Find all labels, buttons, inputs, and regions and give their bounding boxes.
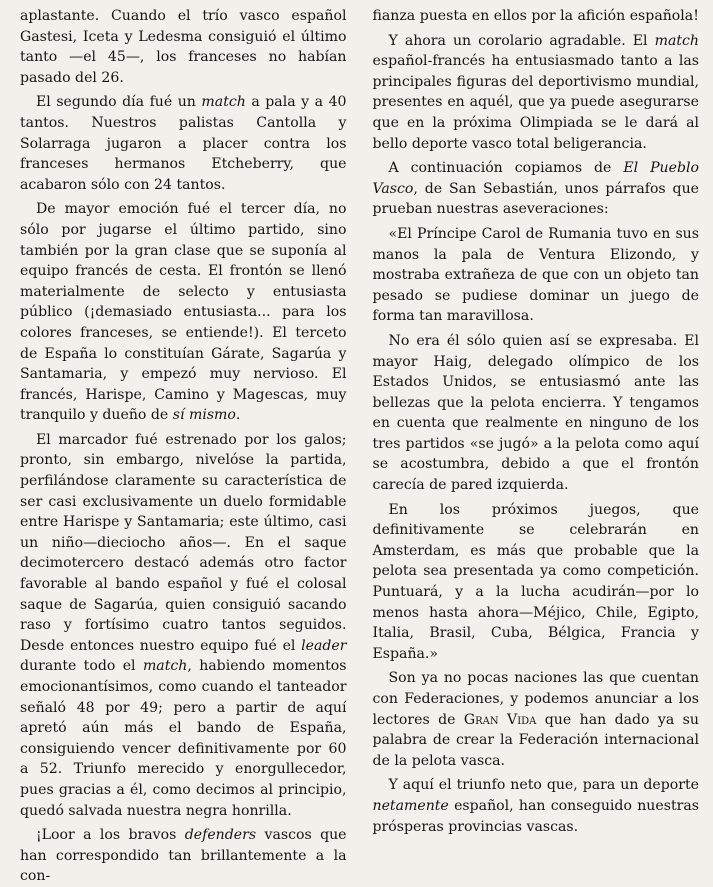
paragraph: En los próximos juegos, que definitivamente se celebrarán en Amsterdam, es más que probable que la pelota sea presentada ya como competición. Puntuará, y a la lucha acudirán—por lo menos hasta ahora—Méjico, Chile, Egipto, Italia, Brasil, Cuba, Bélgica, Francia y España.» bbox=[372, 501, 699, 662]
paragraph: Son ya no pocas naciones las que cuentan con Federaciones, y podemos anunciar a los lectores de Gran Vida que han dado ya su palabra de crear la Federación internacional de la pelota vasca. bbox=[372, 670, 699, 769]
paragraph: De mayor emoción fué el tercer día, no sólo por jugarse el último partido, sino también por la gran clase que se suponía al equipo francés de cesta. El frontón se llenó materialmente de selecto y entusiasta público (¡demasiado entusiasta... para los colores franceses, se entiende!). El terceto de España lo constituían Gárate, Sagarúa y Santamaria, y empezó muy nervioso. El francés, Harispe, Camino y Magescas, muy tranquilo y dueño de sí mismo. bbox=[20, 201, 347, 424]
paragraph: «El Príncipe Carol de Rumania tuvo en sus manos la pala de Ventura Elizondo, y mostraba extrañeza de que con un objeto tan pesado se pudiese dominar un juego de forma tan maravillosa. bbox=[372, 225, 699, 325]
paragraph: aplastante. Cuando el trío vasco español Gastesi, Iceta y Ledesma consiguió el último tanto —el 45—, los franceses no habían pasado del 26. bbox=[20, 8, 347, 86]
paragraph: A continuación copiamos de El Pueblo Vasco, de San Sebastián, unos párrafos que prueban nuestras aseveraciones: bbox=[372, 160, 699, 218]
paragraph: ¡Loor a los bravos defenders vascos que han correspondido tan brillantemente a la con- bbox=[20, 827, 347, 885]
paragraph: El segundo día fué un match a pala y a 40 tantos. Nuestros palistas Cantolla y Solarraga jugaron a placer contra los franceses hermanos Etcheberry, que acabaron sólo con 24 tantos. bbox=[20, 94, 347, 193]
paragraph: El marcador fué estrenado por los galos; pronto, sin embargo, nivelóse la partida, perfilándose claramente su característica de ser casi exclusivamente un duelo formidable entre Harispe y Santamaria; este último, casi un niño—dieciocho años—. En el saque decimotercero destacó además otro factor favorable al bando español y fué el colosal saque de Sagarúa, quien consiguió sacando raso y fortísimo cuatro tantos seguidos. Desde entonces nuestro equipo fué el leader durante todo el match, habiendo momentos emocionantísimos, como cuando el tanteador señaló 48 por 49; pero a partir de aquí apretó aún más el bando de España, consiguiendo vencer definitivamente por 60 a 52. Triunfo merecido y enorgullecedor, pues gracias a él, como decimos al principio, quedó salvada nuestra negra honrilla. bbox=[20, 431, 347, 819]
right-column bbox=[372, 6, 700, 835]
paragraph: Y ahora un corolario agradable. El match español-francés ha entusiasmado tanto a las principales figuras del deportivismo mundial, presentes en aquél, que ya puede asegurarse que en la próxima Olimpiada se le dará al bello deporte vasco total beligerancia. bbox=[372, 32, 699, 152]
paragraph: fianza puesta en ellos por la afición española! bbox=[372, 8, 699, 24]
left-column bbox=[20, 6, 347, 885]
paragraph: No era él sólo quien así se expresaba. El mayor Haig, delegado olímpico de los Estados Unidos, se entusiasmó ante las bellezas que la pelota encierra. Y tengamos en cuenta que realmente en ninguno de los tres partidos «se jugó» a la pelota como aquí se acostumbra, debido a que el frontón carecía de pared izquierda. bbox=[372, 332, 699, 494]
paragraph: Y aquí el triunfo neto que, para un deporte netamente español, han conseguido nuestras prósperas provincias vascas. bbox=[372, 777, 699, 835]
